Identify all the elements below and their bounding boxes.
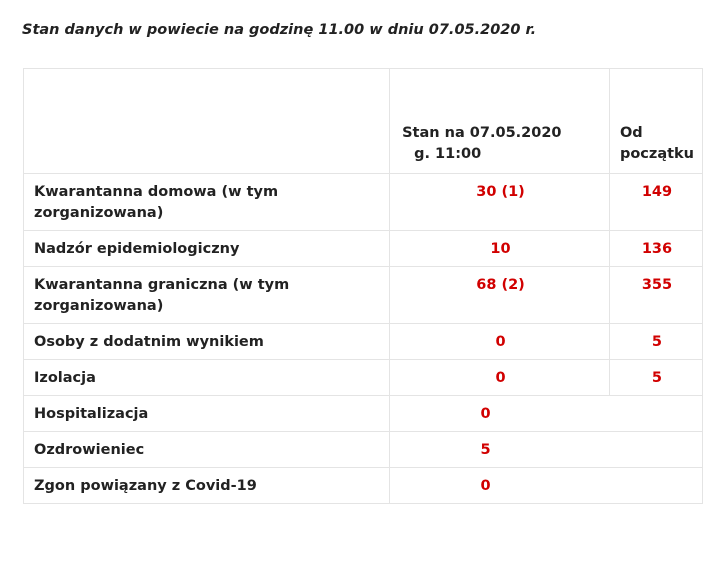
- row-label: Ozdrowieniec: [24, 432, 390, 468]
- header-current: [390, 69, 610, 174]
- table-row: [24, 432, 703, 468]
- row-label-line1: Kwarantanna domowa (w tym: [34, 184, 279, 200]
- current-value: 30 (1): [390, 174, 610, 231]
- row-label-line1: Kwarantanna graniczna (w tym: [34, 277, 290, 293]
- table-row: [24, 468, 703, 504]
- header-current-line1: Stan na 07.05.2020: [402, 125, 562, 141]
- total-value: 355: [609, 267, 702, 324]
- current-value: 0: [390, 324, 610, 360]
- header-total-line1: Od: [619, 125, 643, 141]
- header-total: [609, 69, 702, 174]
- total-value: 5: [609, 324, 702, 360]
- row-label-line2: zorganizowana): [34, 205, 164, 221]
- merged-value-cell: [390, 468, 703, 504]
- header-empty: [24, 69, 390, 174]
- current-value: 0: [390, 360, 610, 396]
- merged-value-cell: [390, 396, 703, 432]
- table-row: [24, 267, 703, 324]
- current-value: 10: [390, 231, 610, 267]
- row-label-line2: zorganizowana): [34, 298, 164, 314]
- row-label: Hospitalizacja: [24, 396, 390, 432]
- row-label: [24, 174, 390, 231]
- row-label: Osoby z dodatnim wynikiem: [24, 324, 390, 360]
- row-label: Nadzór epidemiologiczny: [24, 231, 390, 267]
- table-row: [24, 324, 703, 360]
- row-label: Zgon powiązany z Covid-19: [24, 468, 390, 504]
- total-value: 149: [609, 174, 702, 231]
- table-row: [24, 174, 703, 231]
- merged-value: 0: [480, 478, 491, 494]
- page-title: Stan danych w powiecie na godzinę 11.00 w dniu 07.05.2020 r.: [22, 22, 537, 38]
- header-row: [24, 69, 703, 174]
- row-label: Izolacja: [24, 360, 390, 396]
- merged-value: 5: [480, 442, 491, 458]
- stats-table: [23, 68, 703, 504]
- total-value: 136: [609, 231, 702, 267]
- merged-value-cell: [390, 432, 703, 468]
- current-value: 68 (2): [390, 267, 610, 324]
- table-row: [24, 396, 703, 432]
- merged-value: 0: [480, 406, 491, 422]
- table-row: [24, 231, 703, 267]
- total-value: 5: [609, 360, 702, 396]
- row-label: [24, 267, 390, 324]
- header-current-line2: g. 11:00: [414, 146, 482, 162]
- header-total-line2: początku: [619, 146, 694, 162]
- table-row: [24, 360, 703, 396]
